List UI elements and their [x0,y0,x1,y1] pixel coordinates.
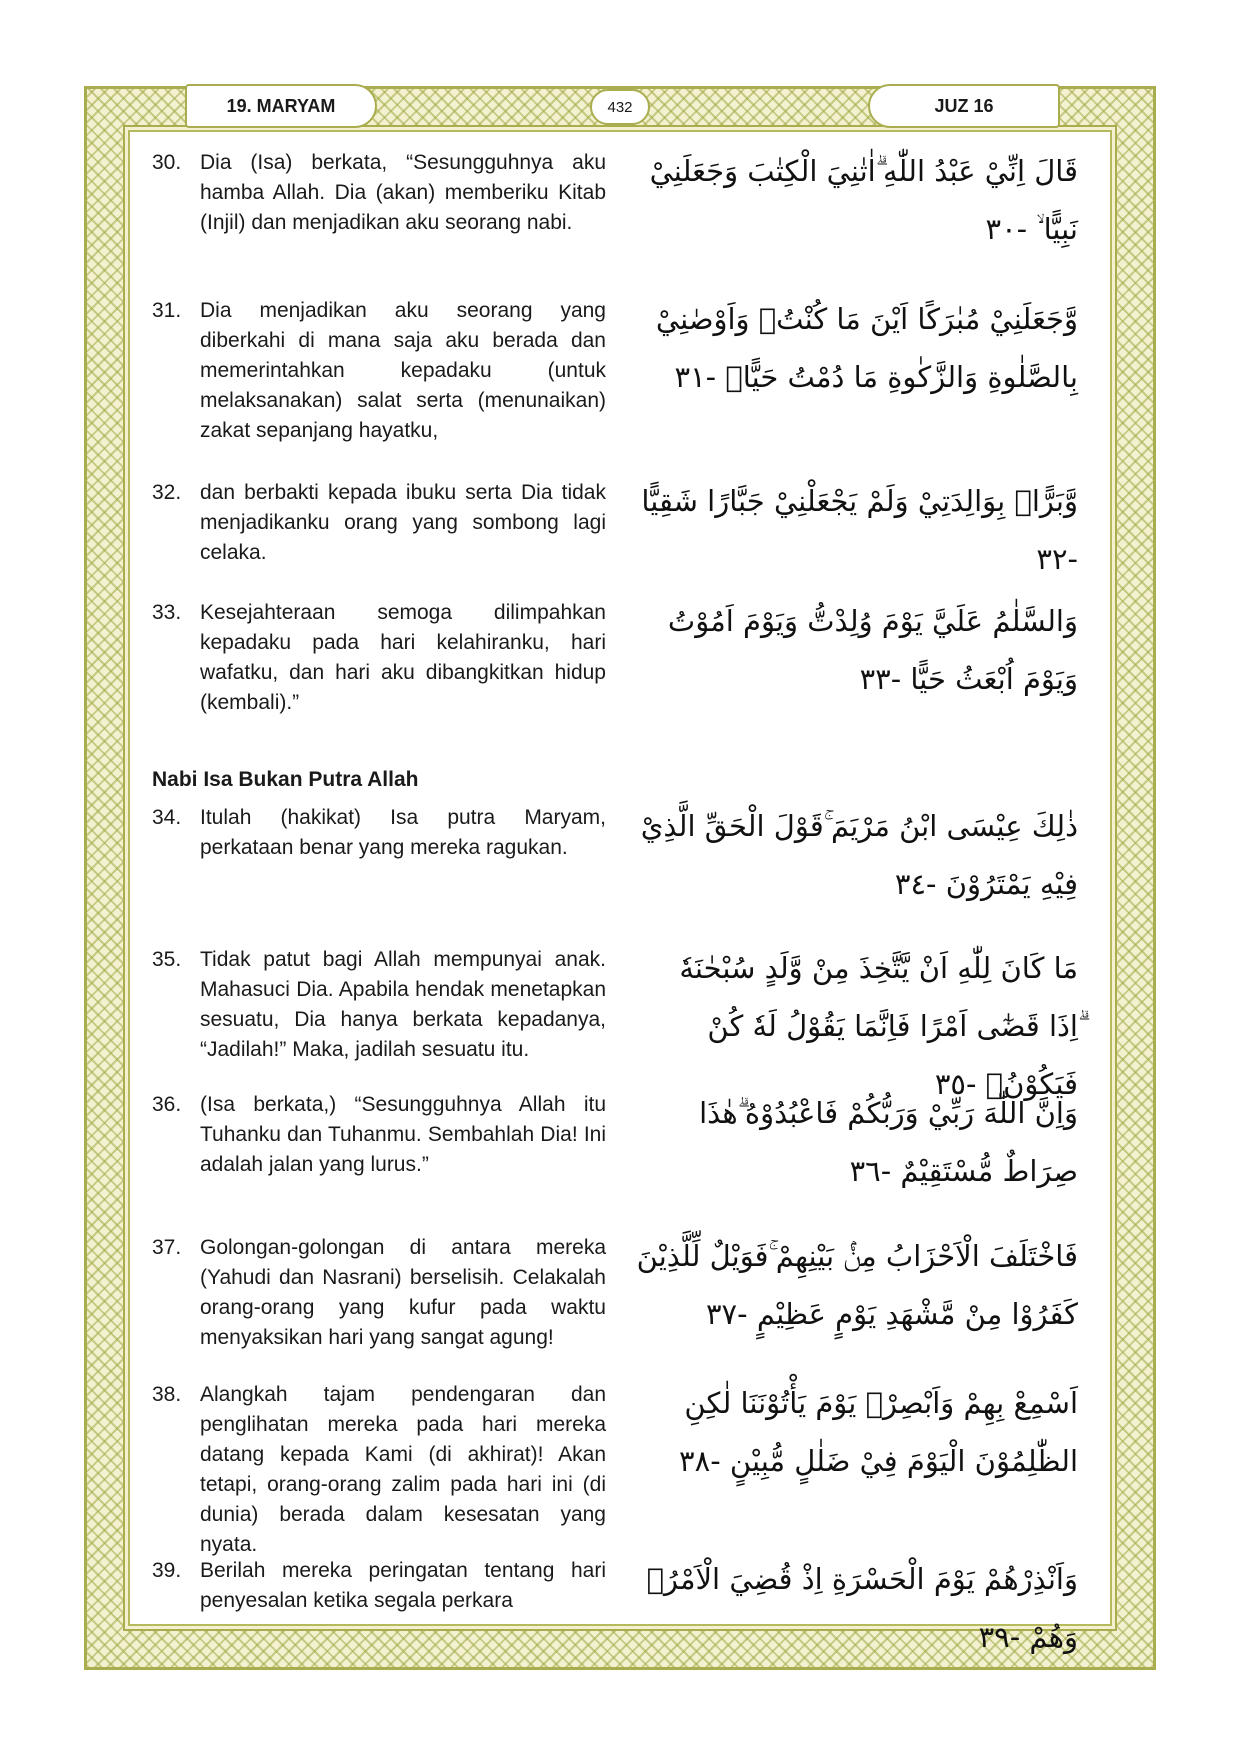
verse-arabic: قَالَ اِنِّيْ عَبْدُ اللّٰهِ ۗاٰتٰنِيَ الْكِتٰبَ وَجَعَلَنِيْ نَبِيًّا ۙ -٣٠ [649,154,1078,246]
verse-translation: Itulah (hakikat) Isa putra Maryam, perkataan benar yang mereka ragukan. [200,806,606,859]
verse-translation: Tidak patut bagi Allah mempunyai anak. Mahasuci Dia. Apabila hendak menetapkan sesuatu, Dia hanya berkata kepadanya, “Jadilah!” Maka, jadilah sesuatu itu. [200,948,606,1061]
verse-translation: Berilah mereka peringatan tentang hari penyesalan ketika segala perkara [200,1559,606,1612]
verse-number: 32. [152,481,182,504]
verse-arabic: وَاَنْذِرْهُمْ يَوْمَ الْحَسْرَةِ اِذْ قُضِيَ الْاَمْرُۘ وَهُمْ -٣٩ [646,1562,1078,1654]
page-number: 432 [590,89,650,125]
juz-label: JUZ 16 [868,84,1060,128]
verse-arabic: فَاخْتَلَفَ الْاَحْزَابُ مِنْۢ بَيْنِهِمْ ۚفَوَيْلٌ لِّلَّذِيْنَ كَفَرُوْا مِنْ مَّشْهَدِ يَوْمٍ عَظِيْمٍ -٣٧ [636,1239,1078,1331]
verse-number: 34. [152,806,182,829]
verse-arabic: ذٰلِكَ عِيْسَى ابْنُ مَرْيَمَ ۚقَوْلَ الْحَقِّ الَّذِيْ فِيْهِ يَمْتَرُوْنَ -٣٤ [640,809,1078,901]
verse-arabic: اَسْمِعْ بِهِمْ وَاَبْصِرْۙ يَوْمَ يَأْتُوْنَنَا لٰكِنِ الظّٰلِمُوْنَ الْيَوْمَ فِيْ ضَلٰلٍ مُّبِيْنٍ -٣٨ [679,1386,1078,1478]
verse-number: 31. [152,299,182,322]
verse-number: 36. [152,1093,182,1116]
verse-translation: (Isa berkata,) “Sesungguhnya Allah itu Tuhanku dan Tuhanmu. Sembahlah Dia! Ini adalah jalan yang lurus.” [200,1093,606,1176]
verse-translation: dan berbakti kepada ibuku serta Dia tidak menjadikanku orang yang sombong lagi celaka. [200,481,606,564]
verse-number: 33. [152,601,182,624]
verse-number: 39. [152,1559,182,1582]
verse-number: 38. [152,1383,182,1406]
verse-arabic: مَا كَانَ لِلّٰهِ اَنْ يَّتَّخِذَ مِنْ وَّلَدٍ سُبْحٰنَهٗ ۗاِذَا قَضٰٓى اَمْرًا فَاِنَّمَا يَقُوْلُ لَهٗ كُنْ فَيَكُوْنُۗ -٣٥ [679,951,1078,1101]
verse-arabic: وَّجَعَلَنِيْ مُبٰرَكًا اَيْنَ مَا كُنْتُۖ وَاَوْصٰنِيْ بِالصَّلٰوةِ وَالزَّكٰوةِ مَا دُمْتُ حَيًّاۖ -٣١ [655,302,1078,394]
verse-translation: Dia menjadikan aku seorang yang diberkahi di mana saja aku berada dan memerintahkan kepadaku (untuk melaksanakan) salat serta (menunaikan) zakat sepanjang hayatku, [200,299,606,442]
verse-translation: Dia (Isa) berkata, “Sesungguhnya aku hamba Allah. Dia (akan) memberiku Kitab (Injil) dan menjadikan aku seorang nabi. [200,151,606,234]
verse-arabic: وَّبَرًّاۢ بِوَالِدَتِيْ وَلَمْ يَجْعَلْنِيْ جَبَّارًا شَقِيًّا -٣٢ [641,484,1078,576]
verse-number: 35. [152,948,182,971]
verse-arabic: وَاِنَّ اللّٰهَ رَبِّيْ وَرَبُّكُمْ فَاعْبُدُوْهُ ۗهٰذَا صِرَاطٌ مُّسْتَقِيْمٌ -٣٦ [699,1096,1078,1188]
verse-translation: Kesejahteraan semoga dilimpahkan kepadaku pada hari kelahiranku, hari wafatku, dan hari aku dibangkitkan hidup (kembali).” [200,601,606,714]
surah-title: 19. MARYAM [185,84,377,128]
verse-number: 37. [152,1236,182,1259]
verse-number: 30. [152,151,182,174]
verse-translation: Golongan-golongan di antara mereka (Yahudi dan Nasrani) berselisih. Celakalah orang-orang yang kufur pada waktu menyaksikan hari yang sangat agung! [200,1236,606,1349]
section-heading: Nabi Isa Bukan Putra Allah [152,768,419,791]
verse-translation: Alangkah tajam pendengaran dan penglihatan mereka pada hari mereka datang kepada Kami (di akhirat)! Akan tetapi, orang-orang zalim pada hari ini (di dunia) berada dalam kesesatan yang nyata. [200,1383,606,1556]
verse-arabic: وَالسَّلٰمُ عَلَيَّ يَوْمَ وُلِدْتُّ وَيَوْمَ اَمُوْتُ وَيَوْمَ اُبْعَثُ حَيًّا -٣٣ [667,604,1078,696]
